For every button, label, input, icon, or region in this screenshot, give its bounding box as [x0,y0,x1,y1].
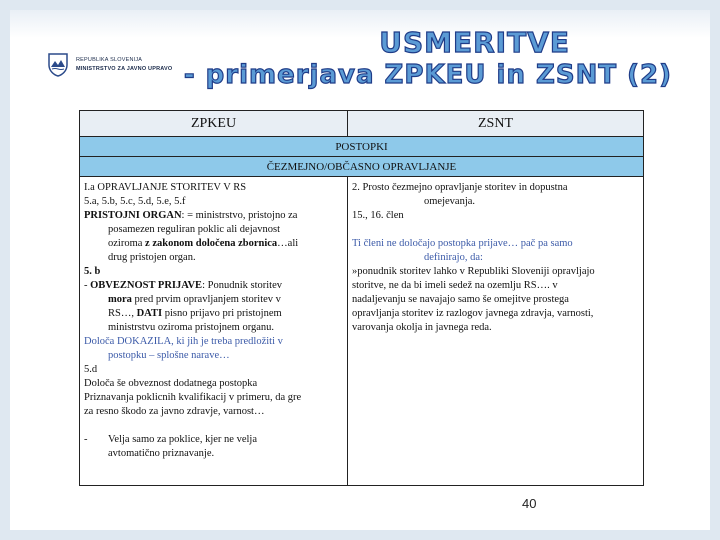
left-line: za resno škodo za javno zdravje, varnost… [84,406,265,417]
left-line: postopku – splošne narave… [108,350,230,361]
org-line-2: MINISTRSTVO ZA JAVNO UPRAVO [76,66,173,72]
left-line: 5. b [84,266,101,277]
section-band-postopki: POSTOPKI [80,137,644,157]
slide-title: USMERITVE [379,26,570,59]
comparison-table [79,110,644,486]
left-line: 5.a, 5.b, 5.c, 5.d, 5.e, 5.f [84,196,186,207]
left-line: 5.d [84,364,98,375]
column-header-zsnt: ZSNT [348,111,644,137]
zpkeu-cell [80,177,348,486]
coat-of-arms-logo [48,53,68,77]
right-line: storitve, ne da bi imeli sedež na ozemlju RS…. v [352,280,558,291]
left-line: - Velja samo za poklice, kjer ne velja [84,434,257,445]
left-line: - OBVEZNOST PRIJAVE: Ponudnik storitev [84,280,282,291]
left-line: RS…, DATI pisno prijavo pri pristojnem [108,308,282,319]
left-line: avtomatično priznavanje. [108,448,215,459]
pristojni-organ-label: PRISTOJNI ORGAN [84,210,182,221]
left-line: drug pristojen organ. [108,252,196,263]
spacer [352,223,639,237]
left-line: ministrstvu oziroma pristojnem organu. [108,322,275,333]
spacer [84,419,343,433]
bullet-dash: - [84,434,88,445]
right-line: definirajo, da: [424,252,483,263]
right-line: 2. Prosto čezmejno opravljanje storitev in dopustna [352,182,568,193]
column-header-zpkeu: ZPKEU [80,111,348,137]
left-line: PRISTOJNI ORGAN: = ministrstvo, pristojno za [84,210,298,221]
left-line: Določa DOKAZILA, ki jih je treba predložiti v [84,336,283,347]
left-line: posamezen reguliran poklic ali dejavnost [108,224,281,235]
right-line: omejevanja. [424,196,476,207]
right-line: opravljanja storitev iz razlogov javnega zdravja, varnosti, [352,308,594,319]
section-band-opravljanje: ČEZMEJNO/OBČASNO OPRAVLJANJE [80,157,644,177]
slide-subtitle: - primerjava ZPKEU in ZSNT (2) [183,60,672,90]
left-line: I.a OPRAVLJANJE STORITEV V RS [84,182,247,193]
page-number: 40 [522,496,537,511]
left-line: oziroma z zakonom določena zbornica…ali [108,238,299,249]
organization-name [76,56,172,74]
obveznost-prijave-label: OBVEZNOST PRIJAVE [90,280,203,291]
org-line-1: REPUBLIKA SLOVENIJA [76,57,143,63]
left-line: Priznavanja poklicnih kvalifikacij v primeru, da gre [84,392,302,403]
right-line: Ti členi ne določajo postopka prijave… pač pa samo [352,238,573,249]
top-band [10,10,710,38]
left-line: mora pred prvim opravljanjem storitev v [108,294,281,305]
right-line: 15., 16. člen [352,210,404,221]
left-line: Določa še obveznost dodatnega postopka [84,378,258,389]
right-line: varovanja okolja in javnega reda. [352,322,492,333]
zsnt-cell [348,177,644,486]
right-line: »ponudnik storitev lahko v Republiki Sloveniji opravljajo [352,266,595,277]
right-line: nadaljevanju se navajajo samo še omejitve prostega [352,294,569,305]
